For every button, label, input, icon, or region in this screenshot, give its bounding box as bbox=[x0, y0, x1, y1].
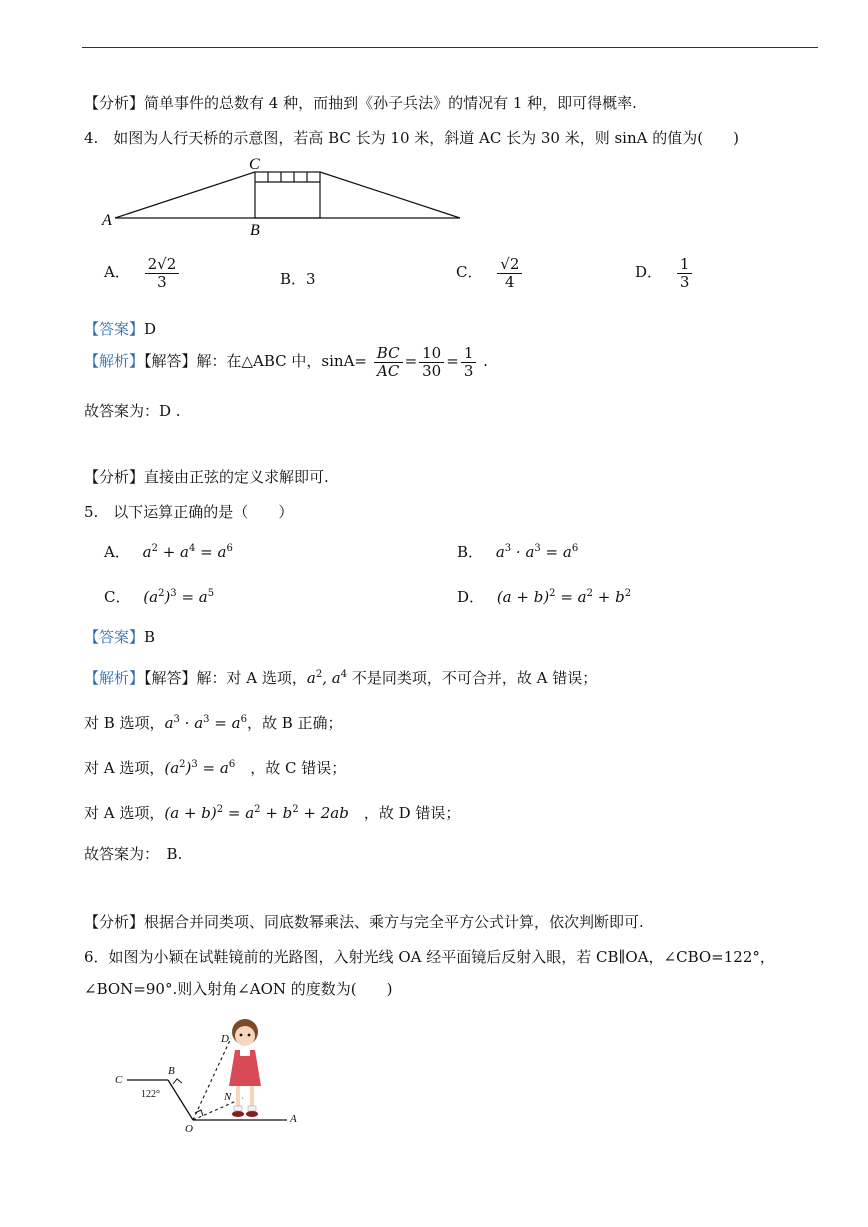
label-a: A bbox=[290, 1113, 297, 1125]
ramp-right bbox=[320, 172, 460, 218]
q4-option-b: B．3 bbox=[280, 270, 316, 288]
label-o: O bbox=[185, 1123, 193, 1135]
option-b-value: 3 bbox=[306, 270, 316, 288]
ramp-ac bbox=[115, 172, 255, 218]
q5-solution-line-1: 【解析】【解答】解：对 A 选项，$a^2$, $a^4$ 不是同类项，不可合并，故 A 错误； bbox=[84, 669, 598, 687]
right-angle-b bbox=[173, 1079, 182, 1084]
angle-label: 122° bbox=[141, 1089, 160, 1100]
q4-option-a: A． $\frac{2√2}{3}$ bbox=[104, 256, 181, 290]
option-a-den: 3 bbox=[157, 272, 167, 291]
q4-solution: 【解析】【解答】解：在△ABC 中，sinA= $\frac{BC}{AC}$ = $\frac{10}{30}$ = $\frac{1}{3}$ . bbox=[84, 344, 488, 380]
q4-analysis: 【分析】直接由正弦的定义求解即可. bbox=[84, 468, 329, 486]
q5-option-c: C． $(a^2)^3 = a^5$ bbox=[104, 588, 215, 606]
label-d: D bbox=[221, 1033, 229, 1045]
option-d-num: 1 bbox=[677, 256, 693, 274]
q4-stem: 4. 如图为人行天桥的示意图，若高 BC 长为 10 米，斜道 AC 长为 30 米，则 sinA 的值为( ) bbox=[84, 129, 739, 147]
q4-option-d: D． $\frac{1}{3}$ bbox=[635, 256, 694, 290]
ray-od bbox=[193, 1038, 231, 1120]
label-c: C bbox=[115, 1074, 123, 1086]
q5-stem: 5. 以下运算正确的是（ ） bbox=[84, 503, 294, 521]
label-c: C bbox=[249, 156, 260, 173]
bridge-pier bbox=[255, 172, 320, 218]
q6-stem-line-2: ∠BON=90°.则入射角∠AON 的度数为( ) bbox=[84, 980, 393, 998]
mirror-bo bbox=[168, 1080, 193, 1120]
label-a: A bbox=[102, 212, 112, 229]
label-n: N bbox=[224, 1091, 232, 1103]
q4-option-c: C． $\frac{√2}{4}$ bbox=[456, 256, 524, 290]
analysis-tag: 【分析】 bbox=[84, 94, 145, 112]
q5-option-d: D． $(a + b)^2 = a^2 + b^2$ bbox=[457, 588, 632, 606]
q6-stem-line-1: 6．如图为小颖在试鞋镜前的光路图，入射光线 OA 经平面镜后反射入眼，若 CB∥OA，∠CBO=122°， bbox=[84, 948, 775, 966]
q5-solution-line-3: 对 A 选项，$(a^2)^3 = a^6$ ，故 C 错误； bbox=[84, 759, 347, 777]
option-c-num: √2 bbox=[497, 256, 522, 274]
q5-option-b: B． $a^3 \cdot a^3 = a^6$ bbox=[457, 543, 579, 561]
answer-value: B bbox=[144, 628, 156, 646]
label-b: B bbox=[250, 222, 260, 239]
q4-answer: 【答案】D bbox=[84, 320, 157, 338]
q5-option-a: A． $a^2 + a^4 = a^6$ bbox=[104, 543, 233, 561]
q5-solution-line-4: 对 A 选项，$(a + b)^2 = a^2 + b^2 + 2ab$ ，故 D 错误； bbox=[84, 804, 461, 822]
answer-value: D bbox=[144, 320, 157, 338]
q5-answer: 【答案】B bbox=[84, 628, 156, 646]
option-d-den: 3 bbox=[679, 272, 690, 291]
bridge-figure bbox=[95, 150, 475, 240]
mirror-figure bbox=[105, 1010, 325, 1140]
analysis-text: 简单事件的总数有 4 种，而抽到《孙子兵法》的情况有 1 种，即可得概率. bbox=[144, 94, 637, 112]
label-b: B bbox=[168, 1065, 175, 1077]
q5-solution-line-2: 对 B 选项，$a^3 \cdot a^3 = a^6$，故 B 正确； bbox=[84, 714, 343, 732]
q4-conclusion: 故答案为：D . bbox=[84, 402, 181, 420]
q5-conclusion: 故答案为： B. bbox=[84, 845, 183, 863]
q5-analysis: 【分析】根据合并同类项、同底数幂乘法、乘方与完全平方公式计算，依次判断即可. bbox=[84, 913, 644, 931]
header-rule bbox=[82, 47, 818, 48]
option-a-num: 2√2 bbox=[145, 256, 180, 274]
q3-analysis bbox=[84, 92, 637, 113]
option-c-den: 4 bbox=[505, 272, 515, 291]
